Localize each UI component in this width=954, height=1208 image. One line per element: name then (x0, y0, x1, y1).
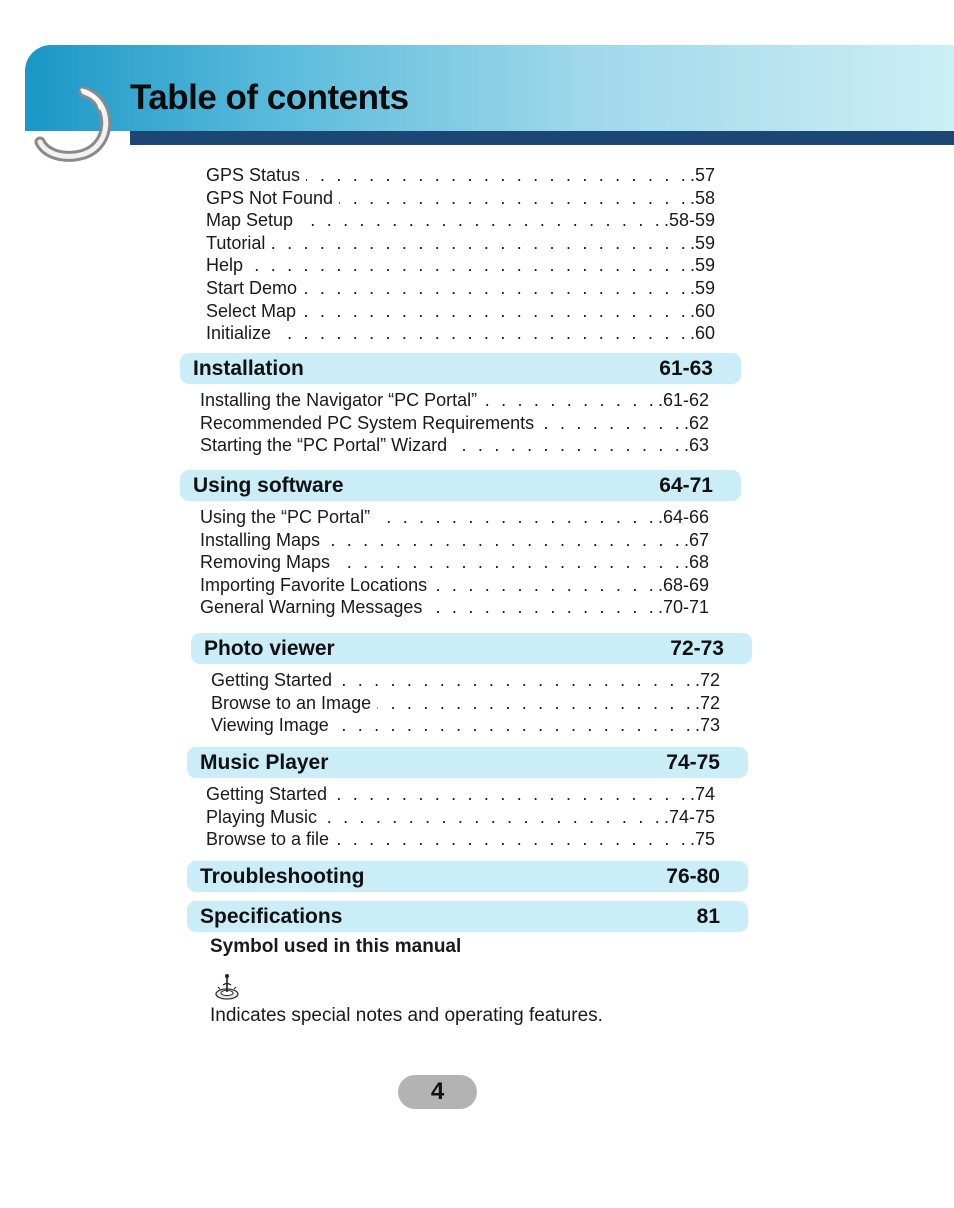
toc-entry-title: Installing Maps (200, 529, 321, 550)
dot-leader (326, 529, 683, 552)
section-troubleshooting[interactable] (187, 861, 748, 892)
toc-list-installation (200, 389, 709, 457)
page-number-badge (398, 1075, 477, 1109)
toc-list-using-software (200, 506, 709, 619)
dot-leader (335, 714, 694, 737)
toc-entry-title: GPS Status (206, 165, 301, 185)
toc-entry-title: Help (206, 255, 244, 276)
toc-entry-title: Browse to an Image (211, 692, 372, 713)
toc-entry-page: .60 (689, 323, 715, 344)
dot-leader (339, 187, 689, 210)
toc-entry[interactable] (206, 783, 715, 806)
toc-entry[interactable] (211, 692, 720, 715)
toc-entry-title: General Warning Messages (200, 597, 423, 618)
toc-entry-title: Initialize (206, 323, 272, 344)
section-pages: 64-71 (659, 473, 713, 497)
toc-entry[interactable] (206, 209, 715, 232)
section-pages: 74-75 (666, 750, 720, 774)
ring-binder-icon (34, 82, 114, 166)
toc-entry[interactable] (200, 596, 709, 619)
toc-entry[interactable] (200, 434, 709, 457)
note-icon (214, 972, 242, 1002)
dot-leader (540, 412, 683, 435)
section-pages: 72-73 (670, 636, 724, 660)
section-title: Troubleshooting (200, 864, 365, 888)
toc-entry-title: Browse to a file (206, 829, 330, 850)
toc-entry-page: .57 (689, 165, 715, 185)
toc-entry-page: .67 (683, 529, 709, 550)
section-title: Photo viewer (204, 636, 335, 660)
symbol-description: Indicates special notes and operating features. (210, 1005, 603, 1026)
toc-entry-title: Map Setup (206, 210, 294, 231)
symbol-legend-title: Symbol used in this manual (210, 936, 462, 957)
dot-leader (338, 669, 694, 692)
dot-leader (377, 692, 694, 715)
section-installation[interactable] (180, 353, 741, 384)
toc-entry-title: Importing Favorite Locations (200, 574, 428, 595)
toc-entry-page: .58 (689, 187, 715, 208)
dot-leader (303, 277, 689, 300)
dot-leader (453, 434, 683, 457)
toc-entry-page: .61-62 (657, 390, 709, 410)
toc-entry[interactable] (200, 529, 709, 552)
toc-entry[interactable] (206, 254, 715, 277)
toc-entry[interactable] (200, 389, 709, 412)
dot-leader (428, 596, 657, 619)
toc-entry[interactable] (200, 574, 709, 597)
section-photo-viewer[interactable] (191, 633, 752, 664)
section-using-software[interactable] (180, 470, 741, 501)
toc-entry[interactable] (206, 828, 715, 851)
toc-entry-page: .72 (694, 670, 720, 690)
toc-list-top (206, 164, 715, 345)
toc-entry-page: .63 (683, 435, 709, 456)
toc-entry-title: Start Demo (206, 277, 298, 298)
toc-entry[interactable] (206, 232, 715, 255)
toc-entry-title: Recommended PC System Requirements (200, 412, 535, 433)
toc-entry-title: Playing Music (206, 806, 318, 827)
section-title: Installation (193, 356, 304, 380)
section-pages: 81 (696, 904, 720, 928)
section-title: Specifications (200, 904, 343, 928)
toc-entry-title: Getting Started (206, 784, 328, 804)
toc-entry[interactable] (206, 164, 715, 187)
toc-entry-title: Removing Maps (200, 552, 331, 573)
toc-entry[interactable] (211, 714, 720, 737)
section-pages: 76-80 (666, 864, 720, 888)
toc-entry-page: .75 (689, 829, 715, 850)
toc-entry-title: Select Map (206, 300, 297, 321)
dot-leader (335, 828, 689, 851)
page-title: Table of contents (130, 78, 409, 117)
toc-entry[interactable] (200, 412, 709, 435)
toc-entry-title: Viewing Image (211, 715, 329, 736)
toc-entry-page: .62 (683, 412, 709, 433)
toc-entry[interactable] (211, 669, 720, 692)
toc-entry-page: .59 (689, 232, 715, 253)
toc-entry-title: Using the “PC Portal” (200, 507, 371, 527)
toc-entry-page: .60 (689, 300, 715, 321)
section-title: Using software (193, 473, 344, 497)
section-specifications[interactable] (187, 901, 748, 932)
toc-entry-page: .64-66 (657, 507, 709, 527)
toc-entry[interactable] (200, 551, 709, 574)
dot-leader (433, 574, 657, 597)
toc-entry[interactable] (206, 300, 715, 323)
toc-entry-page: .74 (689, 784, 715, 804)
dot-leader (483, 389, 657, 412)
dot-leader (306, 164, 689, 187)
dot-leader (249, 254, 689, 277)
toc-list-music-player (206, 783, 715, 851)
page-number: 4 (430, 1078, 445, 1105)
section-pages: 61-63 (659, 356, 713, 380)
toc-entry-page: .70-71 (657, 597, 709, 618)
dot-leader (271, 232, 689, 255)
toc-entry-title: Tutorial (206, 232, 266, 253)
toc-entry-page: .68-69 (657, 574, 709, 595)
dot-leader (376, 506, 657, 529)
toc-entry-page: .72 (694, 692, 720, 713)
toc-entry-title: Starting the “PC Portal” Wizard (200, 435, 448, 456)
toc-entry-title: GPS Not Found (206, 187, 334, 208)
toc-entry[interactable] (206, 277, 715, 300)
toc-entry[interactable] (206, 187, 715, 210)
toc-entry-page: .59 (689, 277, 715, 298)
toc-entry-page: .68 (683, 552, 709, 573)
toc-entry[interactable] (206, 322, 715, 345)
toc-entry-title: Installing the Navigator “PC Portal” (200, 390, 478, 410)
toc-entry[interactable] (206, 806, 715, 829)
dot-leader (299, 209, 663, 232)
header-underline-bar (130, 131, 954, 145)
toc-entry-title: Getting Started (211, 670, 333, 690)
toc-entry-page: .73 (694, 715, 720, 736)
dot-leader (323, 806, 663, 829)
dot-leader (277, 322, 689, 345)
toc-entry-page: .74-75 (663, 806, 715, 827)
dot-leader (302, 300, 689, 323)
section-music-player[interactable] (187, 747, 748, 778)
toc-entry-page: .58-59 (663, 210, 715, 231)
toc-list-photo-viewer (211, 669, 720, 737)
toc-entry[interactable] (200, 506, 709, 529)
toc-entry-page: .59 (689, 255, 715, 276)
dot-leader (336, 551, 683, 574)
section-title: Music Player (200, 750, 329, 774)
dot-leader (333, 783, 689, 806)
